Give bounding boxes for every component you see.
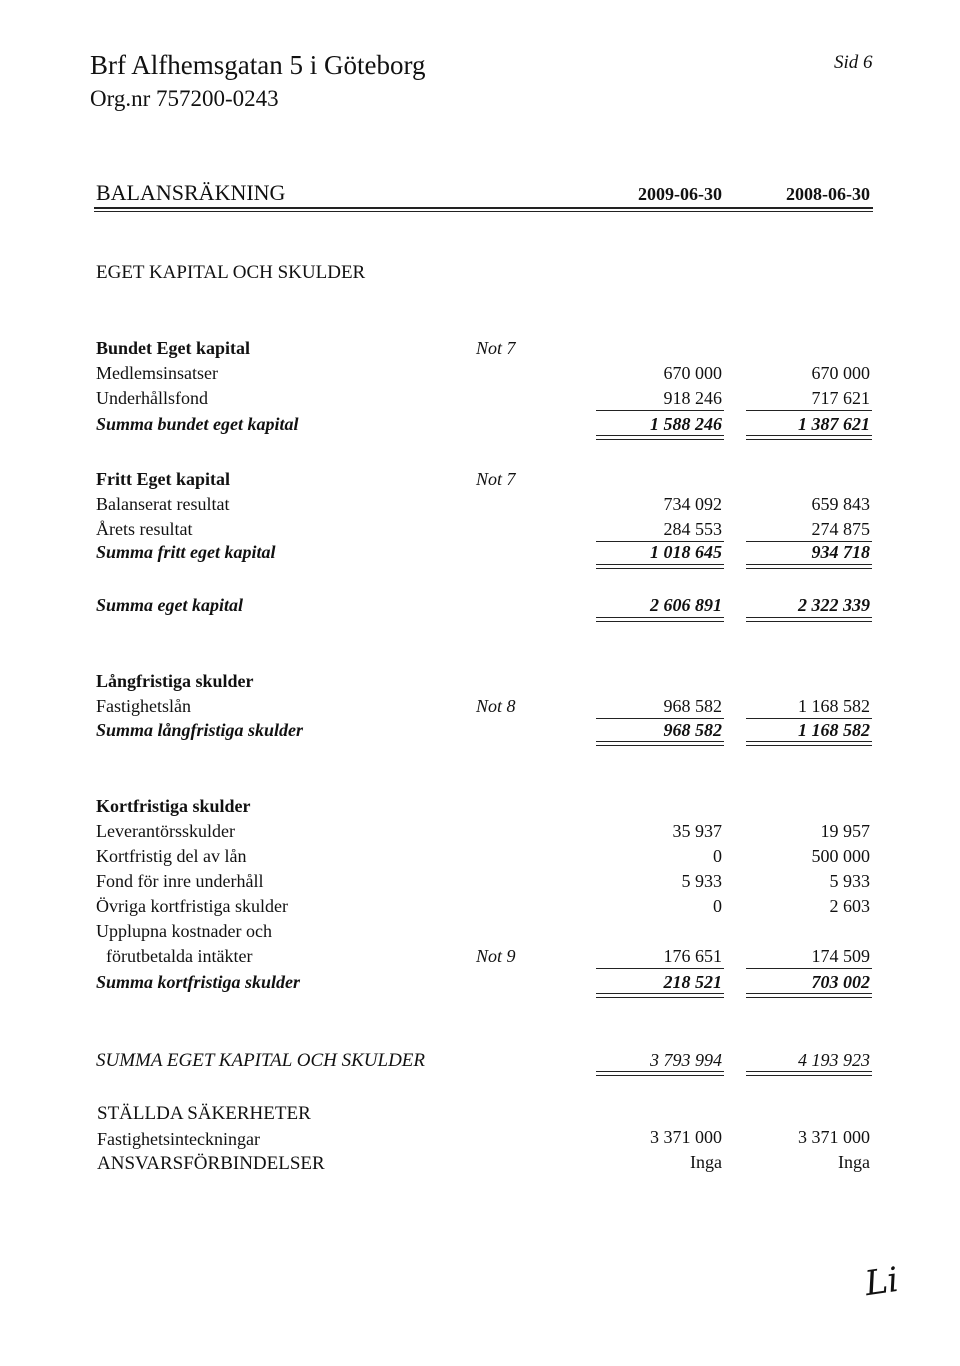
contingent-liabilities-heading: ANSVARSFÖRBINDELSER bbox=[97, 1153, 325, 1174]
fritt-note: Not 7 bbox=[476, 469, 516, 489]
page-title: BALANSRÄKNING bbox=[96, 180, 286, 205]
sum-value-2008: 1 168 582 bbox=[798, 720, 870, 740]
row-value-2009: 0 bbox=[713, 896, 722, 916]
row-value-2009: 5 933 bbox=[681, 871, 722, 891]
sum-value-2009: 968 582 bbox=[663, 720, 722, 740]
row-value-2008: 659 843 bbox=[811, 494, 870, 514]
grand-total-2008: 4 193 923 bbox=[798, 1050, 870, 1070]
row-value-2009: 670 000 bbox=[663, 363, 722, 383]
double-underline bbox=[596, 741, 724, 746]
title-rule-thin bbox=[94, 211, 873, 212]
total-equity-2009: 2 606 891 bbox=[650, 595, 722, 615]
row-label: Fastighetslån bbox=[96, 696, 191, 716]
underline bbox=[746, 718, 872, 719]
row-value-2009: 968 582 bbox=[663, 696, 722, 716]
column-header-2009: 2009-06-30 bbox=[638, 184, 722, 204]
double-underline bbox=[596, 564, 724, 569]
underline bbox=[596, 410, 724, 411]
row-value-2009: 918 246 bbox=[663, 388, 722, 408]
total-equity-2008: 2 322 339 bbox=[798, 595, 870, 615]
double-underline bbox=[596, 1071, 724, 1076]
double-underline bbox=[746, 564, 872, 569]
row-value-2009: 0 bbox=[713, 846, 722, 866]
row-label: Övriga kortfristiga skulder bbox=[96, 896, 288, 916]
sum-value-2008: 1 387 621 bbox=[798, 414, 870, 434]
page-number: Sid 6 bbox=[834, 52, 873, 73]
title-rule bbox=[94, 207, 873, 209]
row-note: Not 8 bbox=[476, 696, 516, 716]
contingent-value-2009: Inga bbox=[690, 1152, 722, 1172]
sum-label: Summa bundet eget kapital bbox=[96, 414, 299, 434]
sum-value-2009: 218 521 bbox=[663, 972, 722, 992]
underline bbox=[746, 410, 872, 411]
bundet-heading: Bundet Eget kapital bbox=[96, 338, 251, 358]
sum-label: Summa fritt eget kapital bbox=[96, 542, 276, 562]
row-value-2008: 2 603 bbox=[829, 896, 870, 916]
row-value-2009: 284 553 bbox=[663, 519, 722, 539]
row-value-2009: 35 937 bbox=[672, 821, 722, 841]
handwritten-initials: Li bbox=[862, 1259, 902, 1305]
row-value-2008: 717 621 bbox=[811, 388, 870, 408]
row-label: Fastighetsinteckningar bbox=[97, 1129, 260, 1149]
bundet-note: Not 7 bbox=[476, 338, 516, 358]
sum-value-2009: 1 018 645 bbox=[650, 542, 722, 562]
row-value-2008: 19 957 bbox=[820, 821, 870, 841]
row-value-2008: 1 168 582 bbox=[798, 696, 870, 716]
row-note: Not 9 bbox=[476, 946, 516, 966]
row-label: Leverantörsskulder bbox=[96, 821, 235, 841]
row-value-2009: 734 092 bbox=[663, 494, 722, 514]
double-underline bbox=[596, 993, 724, 998]
row-label: Medlemsinsatser bbox=[96, 363, 218, 383]
row-value-2008: 274 875 bbox=[811, 519, 870, 539]
row-value-2008: 3 371 000 bbox=[798, 1127, 870, 1147]
row-label: Balanserat resultat bbox=[96, 494, 230, 514]
underline bbox=[596, 968, 724, 969]
sum-value-2008: 934 718 bbox=[811, 542, 870, 562]
grand-total-2009: 3 793 994 bbox=[650, 1050, 722, 1070]
row-label: Kortfristig del av lån bbox=[96, 846, 247, 866]
org-number: Org.nr 757200-0243 bbox=[90, 86, 279, 111]
contingent-value-2008: Inga bbox=[838, 1152, 870, 1172]
row-label: Årets resultat bbox=[96, 519, 193, 539]
row-label: Upplupna kostnader och bbox=[96, 921, 272, 941]
double-underline bbox=[746, 993, 872, 998]
sum-value-2009: 1 588 246 bbox=[650, 414, 722, 434]
section-title: EGET KAPITAL OCH SKULDER bbox=[96, 262, 366, 283]
sum-label: Summa långfristiga skulder bbox=[96, 720, 304, 740]
row-value-2008: 670 000 bbox=[811, 363, 870, 383]
row-value-2008: 174 509 bbox=[811, 946, 870, 966]
row-value-2009: 176 651 bbox=[663, 946, 722, 966]
row-value-2008: 5 933 bbox=[829, 871, 870, 891]
row-label: Fond för inre underhåll bbox=[96, 871, 264, 891]
pledged-assets-heading: STÄLLDA SÄKERHETER bbox=[97, 1103, 311, 1124]
double-underline bbox=[746, 741, 872, 746]
double-underline bbox=[746, 617, 872, 622]
total-equity-label: Summa eget kapital bbox=[96, 595, 244, 615]
underline bbox=[746, 968, 872, 969]
sum-label: Summa kortfristiga skulder bbox=[96, 972, 301, 992]
double-underline bbox=[596, 617, 724, 622]
row-label: Underhållsfond bbox=[96, 388, 208, 408]
double-underline bbox=[746, 435, 872, 440]
row-label-continued: förutbetalda intäkter bbox=[106, 946, 253, 966]
row-value-2009: 3 371 000 bbox=[650, 1127, 722, 1147]
double-underline bbox=[596, 435, 724, 440]
double-underline bbox=[746, 1071, 872, 1076]
company-name: Brf Alfhemsgatan 5 i Göteborg bbox=[90, 50, 426, 80]
longterm-heading: Långfristiga skulder bbox=[96, 671, 254, 691]
fritt-heading: Fritt Eget kapital bbox=[96, 469, 230, 489]
shortterm-heading: Kortfristiga skulder bbox=[96, 796, 251, 816]
sum-value-2008: 703 002 bbox=[811, 972, 870, 992]
underline bbox=[596, 718, 724, 719]
row-value-2008: 500 000 bbox=[811, 846, 870, 866]
grand-total-label: SUMMA EGET KAPITAL OCH SKULDER bbox=[96, 1050, 426, 1071]
column-header-2008: 2008-06-30 bbox=[786, 184, 870, 204]
